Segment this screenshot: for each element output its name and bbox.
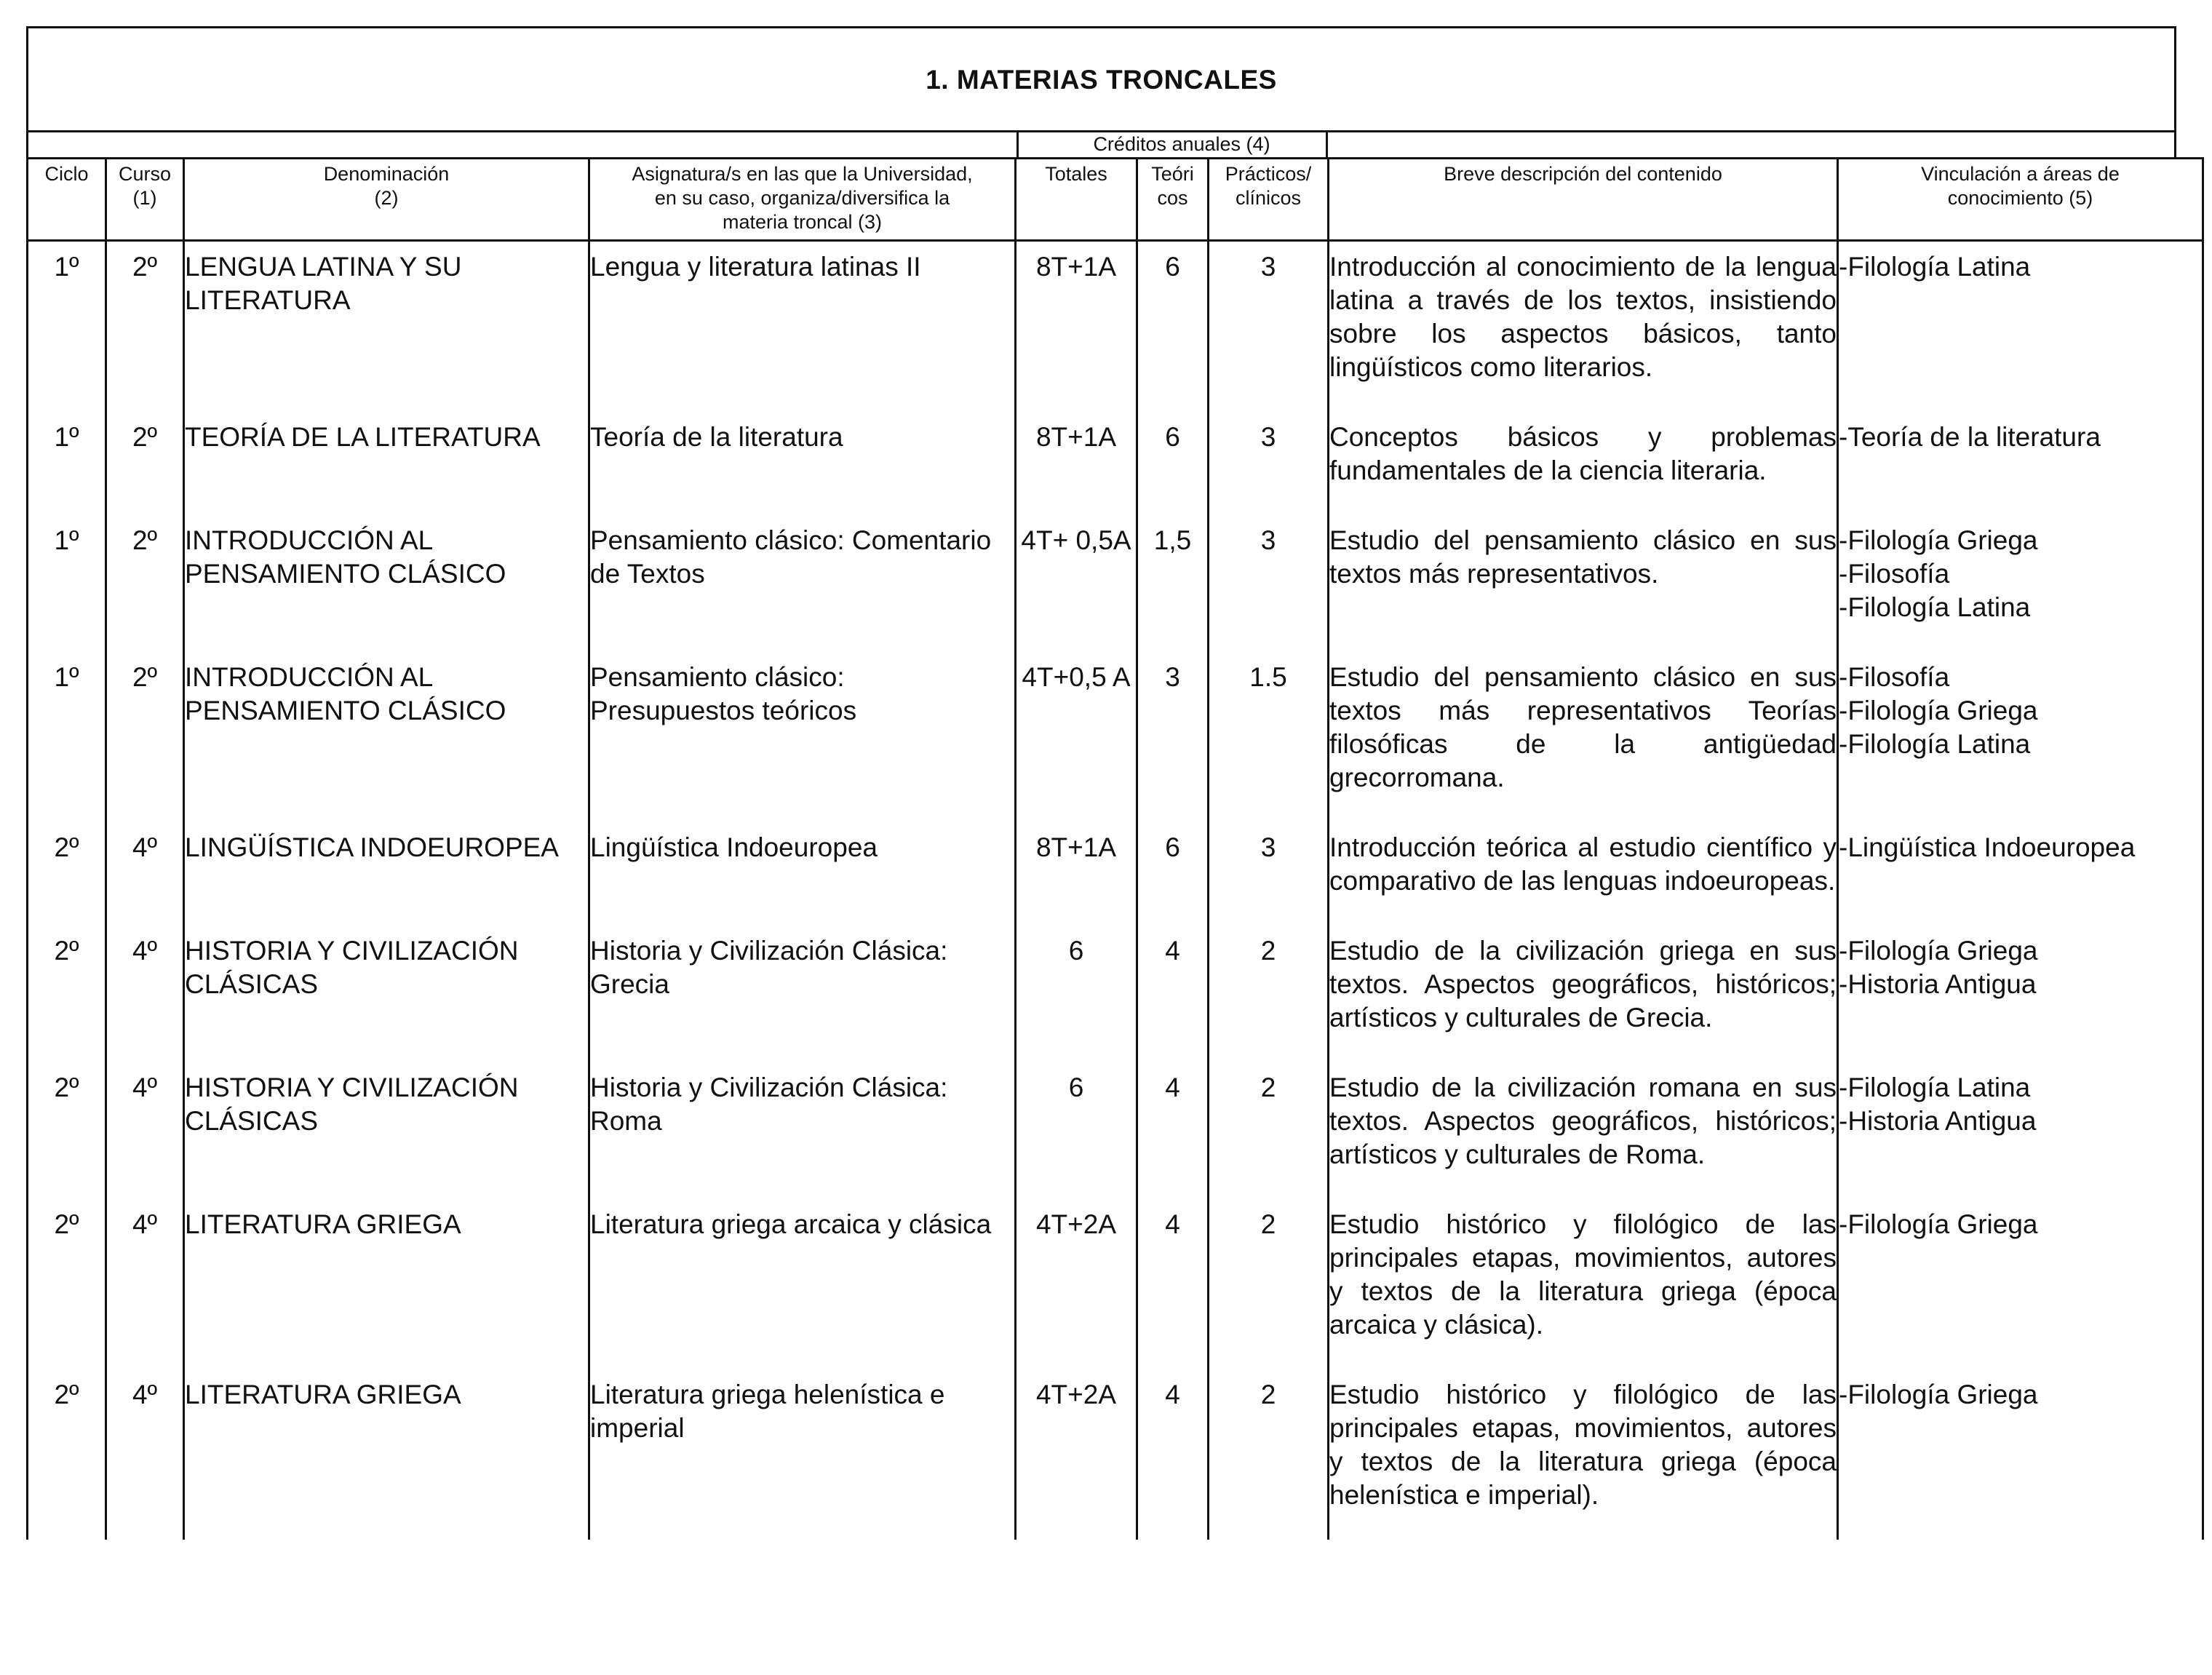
vinculacion-cell [1838, 1369, 2203, 1540]
table-row [28, 1369, 2203, 1540]
denominacion-cell: HISTORIA Y CIVILIZACIÓN CLÁSICAS [184, 926, 589, 1062]
col-ciclo-header: Ciclo [28, 159, 106, 241]
ciclo-cell: 1º [28, 652, 106, 822]
totales-cell: 6 [1016, 926, 1137, 1062]
descripcion-cell: Estudio de la civilización griega en sus textos. Aspectos geográficos, históricos; artísticos y culturales de Grecia. [1329, 926, 1838, 1062]
vinculacion-cell [1838, 822, 2203, 926]
vinculacion-cell [1838, 412, 2203, 515]
ciclo-cell: 2º [28, 822, 106, 926]
col-totales-header: Totales [1016, 159, 1137, 241]
teoricos-cell: 3 [1137, 652, 1209, 822]
area-item: -Filología Latina [1839, 252, 2031, 282]
descripcion-cell: Introducción al conocimiento de la lengua latina a través de los textos, insistiendo sobre los aspectos básicos, tanto lingüísticos como literarios. [1329, 241, 1838, 413]
curso-cell: 4º [106, 1199, 184, 1369]
vinculacion-cell [1838, 241, 2203, 413]
area-item: -Filología Griega [1839, 696, 2038, 725]
curso-cell: 4º [106, 926, 184, 1062]
table-row [28, 822, 2203, 926]
descripcion-cell: Estudio del pensamiento clásico en sus textos más representativos Teorías filosóficas de la antigüedad grecorromana. [1329, 652, 1838, 822]
col-descripcion-header: Breve descripción del contenido [1329, 159, 1838, 241]
asignatura-cell: Historia y Civilización Clásica: Roma [589, 1062, 1016, 1199]
teoricos-cell: 4 [1137, 926, 1209, 1062]
practicos-cell: 3 [1209, 241, 1329, 413]
totales-cell: 4T+ 0,5A [1016, 515, 1137, 652]
totales-cell: 4T+0,5 A [1016, 652, 1137, 822]
table-body [28, 241, 2203, 1540]
area-item: -Historia Antigua [1839, 969, 2037, 999]
table-row [28, 652, 2203, 822]
vinculacion-cell [1838, 926, 2203, 1062]
asignatura-cell: Literatura griega helenística e imperial [589, 1369, 1016, 1540]
ciclo-cell: 1º [28, 515, 106, 652]
denominacion-cell: LENGUA LATINA Y SU LITERATURA [184, 241, 589, 413]
ciclo-cell: 2º [28, 1369, 106, 1540]
asignatura-cell: Lengua y literatura latinas II [589, 241, 1016, 413]
area-item: -Filología Latina [1839, 592, 2031, 622]
totales-cell: 8T+1A [1016, 241, 1137, 413]
subjects-table [26, 157, 2204, 1540]
teoricos-cell: 4 [1137, 1199, 1209, 1369]
practicos-cell: 2 [1209, 1062, 1329, 1199]
curso-cell: 2º [106, 412, 184, 515]
vinculacion-cell [1838, 515, 2203, 652]
vinculacion-cell [1838, 1199, 2203, 1369]
table-row [28, 1199, 2203, 1369]
area-item: -Historia Antigua [1839, 1106, 2037, 1136]
col-asignaturas-header: Asignatura/s en las que la Universidad, en su caso, organiza/diversifica la materia troncal (3) [589, 159, 1016, 241]
practicos-cell: 2 [1209, 926, 1329, 1062]
curso-cell: 4º [106, 1062, 184, 1199]
descripcion-cell: Estudio del pensamiento clásico en sus textos más representativos. [1329, 515, 1838, 652]
area-item: -Filología Griega [1839, 1209, 2038, 1239]
asignatura-cell: Pensamiento clásico: Comentario de Textos [589, 515, 1016, 652]
page-title: 1. MATERIAS TRONCALES [926, 65, 1277, 95]
denominacion-cell: LITERATURA GRIEGA [184, 1369, 589, 1540]
asignatura-cell: Teoría de la literatura [589, 412, 1016, 515]
area-item: -Filología Griega [1839, 525, 2038, 555]
teoricos-cell: 6 [1137, 822, 1209, 926]
denominacion-cell: HISTORIA Y CIVILIZACIÓN CLÁSICAS [184, 1062, 589, 1199]
descripcion-cell: Introducción teórica al estudio científico y comparativo de las lenguas indoeuropeas. [1329, 822, 1838, 926]
ciclo-cell: 2º [28, 1062, 106, 1199]
title-box [26, 26, 2176, 132]
curso-cell: 4º [106, 822, 184, 926]
column-header-row [28, 159, 2203, 241]
practicos-cell: 2 [1209, 1199, 1329, 1369]
col-denominacion-header: Denominación (2) [184, 159, 589, 241]
col-teoricos-header: Teóri cos [1137, 159, 1209, 241]
teoricos-cell: 6 [1137, 241, 1209, 413]
practicos-cell: 3 [1209, 515, 1329, 652]
col-practicos-header: Prácticos/ clínicos [1209, 159, 1329, 241]
teoricos-cell: 1,5 [1137, 515, 1209, 652]
teoricos-cell: 6 [1137, 412, 1209, 515]
area-item: -Filología Griega [1839, 1380, 2038, 1409]
area-item: -Filosofía [1839, 662, 1950, 692]
credits-right-divider [1326, 130, 1328, 159]
table-row [28, 1062, 2203, 1199]
descripcion-cell: Estudio de la civilización romana en sus textos. Aspectos geográficos, históricos; artísticos y culturales de Roma. [1329, 1062, 1838, 1199]
area-item: -Filología Latina [1839, 1073, 2031, 1102]
table-row [28, 241, 2203, 413]
practicos-cell: 2 [1209, 1369, 1329, 1540]
denominacion-cell: INTRODUCCIÓN AL PENSAMIENTO CLÁSICO [184, 515, 589, 652]
area-item: -Lingüística Indoeuropea [1839, 832, 2136, 862]
totales-cell: 8T+1A [1016, 412, 1137, 515]
vinculacion-cell [1838, 1062, 2203, 1199]
totales-cell: 4T+2A [1016, 1199, 1137, 1369]
ciclo-cell: 2º [28, 1199, 106, 1369]
col-curso-header: Curso (1) [106, 159, 184, 241]
asignatura-cell: Lingüística Indoeuropea [589, 822, 1016, 926]
descripcion-cell: Estudio histórico y filológico de las principales etapas, movimientos, autores y textos de la literatura griega (época helenística e imperial). [1329, 1369, 1838, 1540]
table-row [28, 412, 2203, 515]
descripcion-cell: Estudio histórico y filológico de las principales etapas, movimientos, autores y textos de la literatura griega (época arcaica y clásica). [1329, 1199, 1838, 1369]
teoricos-cell: 4 [1137, 1369, 1209, 1540]
curso-cell: 4º [106, 1369, 184, 1540]
totales-cell: 6 [1016, 1062, 1137, 1199]
curso-cell: 2º [106, 652, 184, 822]
totales-cell: 4T+2A [1016, 1369, 1137, 1540]
denominacion-cell: LINGÜÍSTICA INDOEUROPEA [184, 822, 589, 926]
denominacion-cell: TEORÍA DE LA LITERATURA [184, 412, 589, 515]
practicos-cell: 1.5 [1209, 652, 1329, 822]
col-vinculacion-header: Vinculación a áreas de conocimiento (5) [1838, 159, 2203, 241]
area-item: -Filología Griega [1839, 936, 2038, 966]
practicos-cell: 3 [1209, 822, 1329, 926]
area-item: -Filología Latina [1839, 729, 2031, 759]
area-item: -Filosofía [1839, 559, 1950, 589]
curso-cell: 2º [106, 515, 184, 652]
denominacion-cell: INTRODUCCIÓN AL PENSAMIENTO CLÁSICO [184, 652, 589, 822]
teoricos-cell: 4 [1137, 1062, 1209, 1199]
ciclo-cell: 1º [28, 412, 106, 515]
vinculacion-cell [1838, 652, 2203, 822]
ciclo-cell: 2º [28, 926, 106, 1062]
practicos-cell: 3 [1209, 412, 1329, 515]
ciclo-cell: 1º [28, 241, 106, 413]
asignatura-cell: Pensamiento clásico: Presupuestos teóricos [589, 652, 1016, 822]
denominacion-cell: LITERATURA GRIEGA [184, 1199, 589, 1369]
credits-header-row [26, 130, 2176, 159]
area-item: -Teoría de la literatura [1839, 422, 2101, 452]
totales-cell: 8T+1A [1016, 822, 1137, 926]
descripcion-cell: Conceptos básicos y problemas fundamentales de la ciencia literaria. [1329, 412, 1838, 515]
table-row [28, 515, 2203, 652]
asignatura-cell: Historia y Civilización Clásica: Grecia [589, 926, 1016, 1062]
curso-cell: 2º [106, 241, 184, 413]
credits-header-label: Créditos anuales (4) [1093, 133, 1270, 155]
table-row [28, 926, 2203, 1062]
asignatura-cell: Literatura griega arcaica y clásica [589, 1199, 1016, 1369]
